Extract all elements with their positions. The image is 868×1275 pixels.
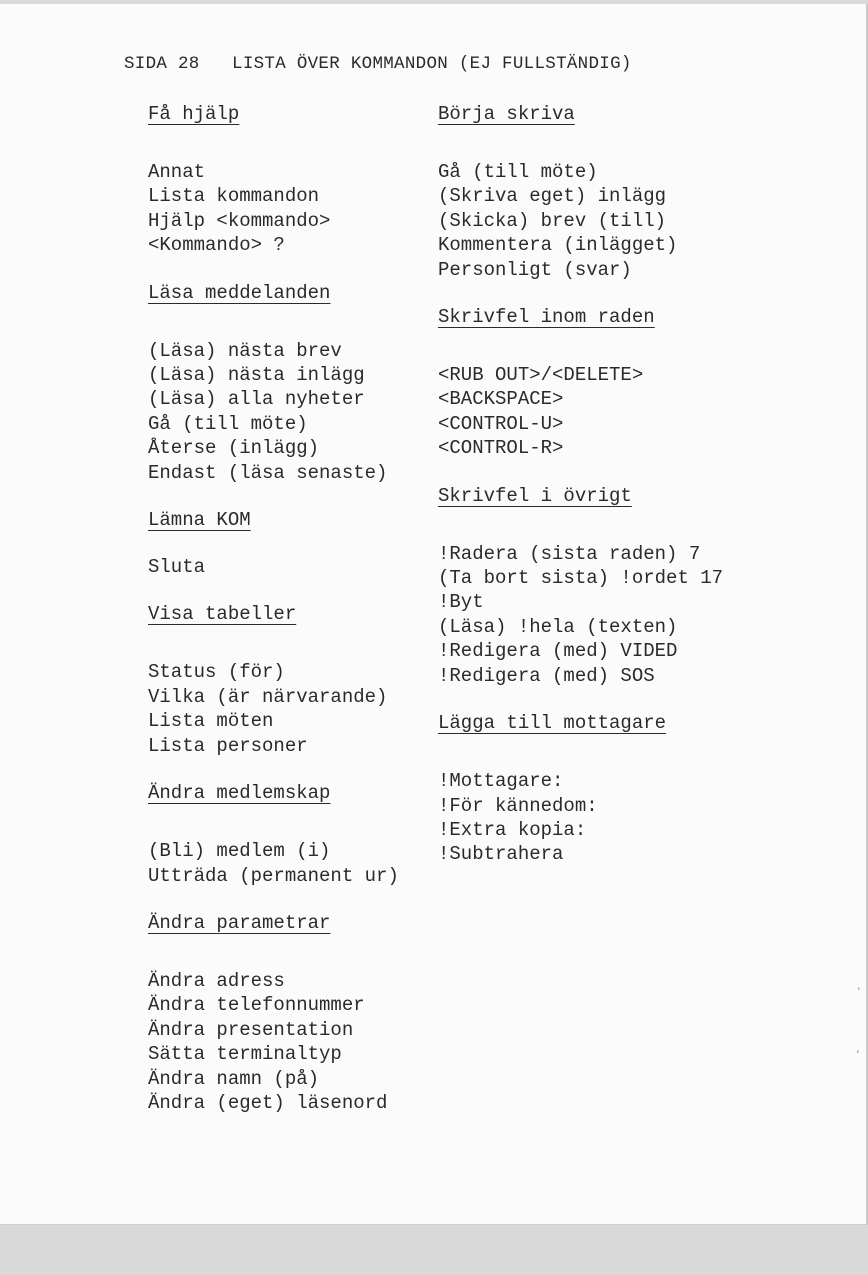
list-item: Lista kommandon xyxy=(148,185,320,208)
command-list xyxy=(148,969,438,1115)
list-item: Annat xyxy=(148,161,206,183)
list-item: (Skicka) brev (till) xyxy=(438,209,667,232)
list-item: <RUB OUT>/<DELETE> xyxy=(438,364,644,387)
list-item: !Radera (sista raden) 7 xyxy=(438,542,701,565)
list-item: (Skriva eget) inlägg xyxy=(438,185,667,208)
list-item: Ändra adress xyxy=(148,969,285,992)
command-list xyxy=(438,769,838,867)
list-item: <CONTROL-U> xyxy=(438,412,564,435)
section-fa-hjalp xyxy=(148,102,438,258)
section-borja-skriva xyxy=(438,102,838,282)
list-item: <BACKSPACE> xyxy=(438,388,564,411)
section-andra-parametrar xyxy=(148,911,438,1115)
list-item: !Extra kopia: xyxy=(438,818,587,841)
command-list xyxy=(148,660,438,758)
list-item: Lista personer xyxy=(148,734,308,757)
list-item: <Kommando> ? xyxy=(148,234,285,257)
command-list xyxy=(148,555,438,579)
section-heading: Läsa meddelanden xyxy=(148,281,331,304)
list-item: Gå (till möte) xyxy=(438,161,598,183)
section-heading: Lägga till mottagare xyxy=(438,712,667,735)
list-item: Utträda (permanent ur) xyxy=(148,864,399,887)
list-item: Återse (inlägg) xyxy=(148,437,320,460)
list-item: Ändra presentation xyxy=(148,1018,354,1041)
right-column xyxy=(438,102,838,867)
list-item: (Ta bort sista) !ordet 17 xyxy=(438,567,724,590)
section-heading: Visa tabeller xyxy=(148,603,297,626)
command-list xyxy=(438,160,838,282)
section-skrivfel-i-ovrigt xyxy=(438,484,838,688)
section-heading: Lämna KOM xyxy=(148,509,251,532)
command-list xyxy=(438,542,838,688)
list-item: Ändra namn (på) xyxy=(148,1067,320,1090)
scan-speck: ʻ xyxy=(856,1048,860,1062)
list-item: Gå (till möte) xyxy=(148,412,308,435)
section-heading: Skrivfel inom raden xyxy=(438,306,655,329)
list-item: Lista möten xyxy=(148,710,274,733)
list-item: Status (för) xyxy=(148,661,285,684)
section-heading: Skrivfel i övrigt xyxy=(438,484,632,507)
list-item: !Byt xyxy=(438,591,484,614)
list-item: (Bli) medlem (i) xyxy=(148,840,331,863)
section-lagga-till-mottagare xyxy=(438,711,838,867)
list-item: !Subtrahera xyxy=(438,843,564,866)
left-column xyxy=(148,102,438,1115)
list-item: Ändra telefonnummer xyxy=(148,994,365,1017)
command-list xyxy=(148,160,438,258)
list-item: Sätta terminaltyp xyxy=(148,1043,342,1066)
section-lamna-kom xyxy=(148,508,438,579)
list-item: !För kännedom: xyxy=(438,794,598,817)
section-andra-medlemskap xyxy=(148,781,438,888)
section-lasa-meddelanden xyxy=(148,281,438,485)
section-skrivfel-inom-raden xyxy=(438,305,838,461)
list-item: Hjälp <kommando> xyxy=(148,209,331,232)
section-visa-tabeller xyxy=(148,602,438,758)
list-item: (Läsa) !hela (texten) xyxy=(438,615,678,638)
section-heading: Börja skriva xyxy=(438,103,575,125)
list-item: Personligt (svar) xyxy=(438,258,632,281)
page-title: SIDA 28 LISTA ÖVER KOMMANDON (EJ FULLSTÄNDIG) xyxy=(124,54,632,74)
list-item: Vilka (är närvarande) xyxy=(148,685,388,708)
list-item: !Redigera (med) VIDED xyxy=(438,640,678,663)
list-item: Endast (läsa senaste) xyxy=(148,461,388,484)
list-item: (Läsa) nästa brev xyxy=(148,339,342,362)
list-item: <CONTROL-R> xyxy=(438,437,564,460)
section-heading: Få hjälp xyxy=(148,103,240,125)
command-list xyxy=(438,363,838,461)
list-item: !Mottagare: xyxy=(438,770,564,793)
scan-speck: ˛ xyxy=(856,976,862,990)
command-list xyxy=(148,339,438,485)
command-list xyxy=(148,839,438,888)
list-item: Ändra (eget) läsenord xyxy=(148,1091,388,1114)
list-item: Kommentera (inlägget) xyxy=(438,234,678,257)
document-page xyxy=(0,4,868,1225)
list-item: !Redigera (med) SOS xyxy=(438,664,655,687)
section-heading: Ändra parametrar xyxy=(148,911,331,934)
section-heading: Ändra medlemskap xyxy=(148,782,331,805)
list-item: (Läsa) nästa inlägg xyxy=(148,364,365,387)
list-item: (Läsa) alla nyheter xyxy=(148,388,365,411)
list-item: Sluta xyxy=(148,556,206,579)
